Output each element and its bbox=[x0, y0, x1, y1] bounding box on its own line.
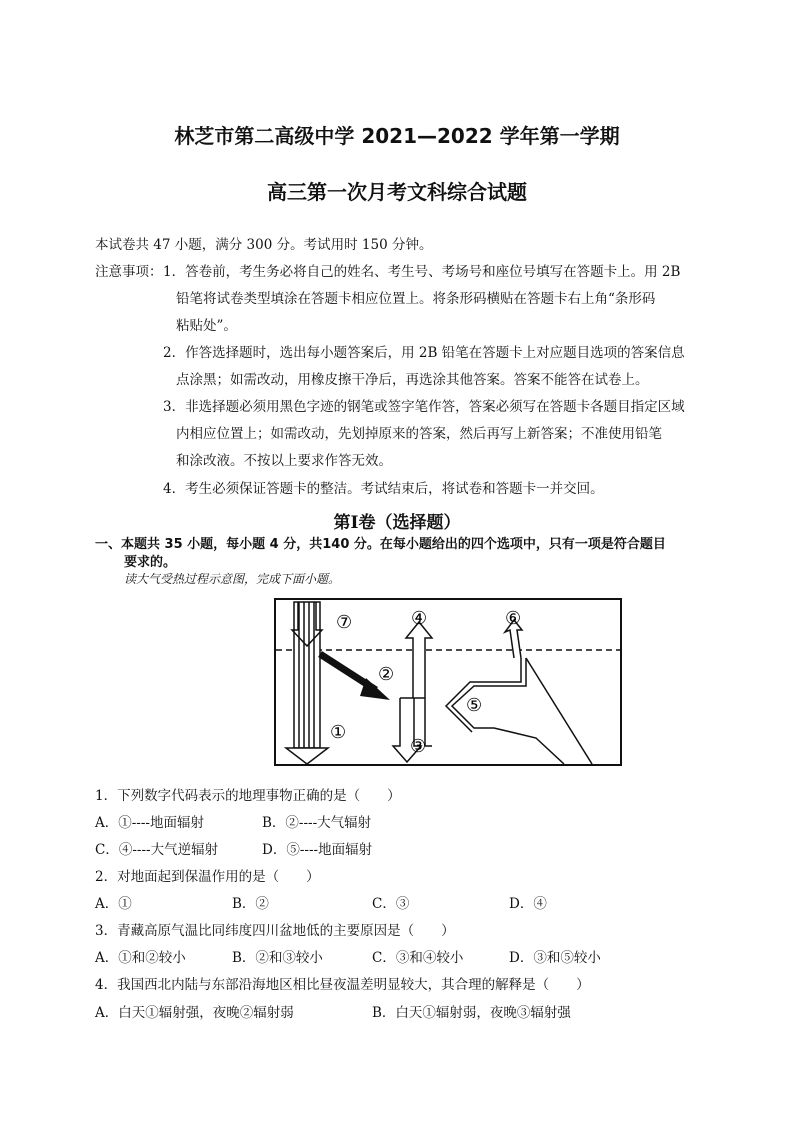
option-b: B．白天①辐射弱，夜晚③辐射强 bbox=[372, 1005, 571, 1021]
option-c: C．④----大气逆辐射 bbox=[95, 842, 219, 858]
part1-instruction: 读大气受热过程示意图，完成下面小题。 bbox=[124, 572, 341, 586]
note-3-line-2: 内相应位置上；如需改动，先划掉原来的答案，然后再写上新答案；不准使用铅笔 bbox=[176, 426, 662, 442]
note-1-line-3: 粘贴处”。 bbox=[176, 318, 237, 334]
option-d: D．③和⑤较小 bbox=[509, 950, 601, 966]
question-stem: 2．对地面起到保温作用的是（ ） bbox=[95, 869, 320, 885]
option-b: B．②----大气辐射 bbox=[262, 815, 372, 831]
label-4: ④ bbox=[411, 608, 428, 629]
option-b: B．②和③较小 bbox=[232, 950, 323, 966]
note-2-line-1: 2．作答选择题时，选出每小题答案后，用 2B 铅笔在答题卡上对应题目选项的答案信息 bbox=[163, 345, 685, 361]
question-stem: 1．下列数字代码表示的地理事物正确的是（ ） bbox=[95, 788, 401, 804]
note-1-line-2: 铅笔将试卷类型填涂在答题卡相应位置上。将条形码横贴在答题卡右上角“条形码 bbox=[176, 291, 656, 307]
part1-heading-line1: 一、本题共 35 小题，每小题 4 分，共140 分。在每小题给出的四个选项中，只有一项是符合题目 bbox=[95, 537, 666, 552]
label-3: ③ bbox=[410, 736, 427, 757]
option-a: A．①----地面辐射 bbox=[95, 815, 204, 831]
diagram-frame bbox=[275, 599, 621, 765]
note-3-line-3: 和涂改液。不按以上要求作答无效。 bbox=[176, 453, 392, 469]
note-4-line-1: 4．考生必须保证答题卡的整洁。考试结束后，将试卷和答题卡一并交回。 bbox=[163, 481, 604, 497]
label-5: ⑤ bbox=[466, 695, 483, 716]
note-3-line-1: 3．非选择题必须用黑色字迹的钢笔或签字笔作答，答案必须写在答题卡各题目指定区域 bbox=[163, 399, 685, 415]
option-c: C．③和④较小 bbox=[372, 950, 464, 966]
option-d: D．④ bbox=[509, 896, 547, 912]
note-2-line-2: 点涂黑；如需改动，用橡皮擦干净后，再选涂其他答案。答案不能答在试卷上。 bbox=[176, 372, 649, 388]
label-1: ① bbox=[330, 722, 347, 743]
option-a: A．白天①辐射强，夜晚②辐射弱 bbox=[95, 1005, 294, 1021]
label-2: ② bbox=[378, 664, 395, 685]
option-b: B．② bbox=[232, 896, 269, 912]
atmosphere-heating-diagram bbox=[274, 598, 622, 768]
part1-heading-line2: 要求的。 bbox=[124, 555, 177, 570]
question-stem: 4．我国西北内陆与东部沿海地区相比昼夜温差明显较大，其合理的解释是（ ） bbox=[95, 977, 590, 993]
label-6: ⑥ bbox=[505, 608, 522, 629]
option-a: A．① bbox=[95, 896, 132, 912]
note-1-line-1: 1．答卷前，考生务必将自己的姓名、考生号、考场号和座位号填写在答题卡上。用 2B bbox=[163, 264, 681, 280]
option-d: D．⑤----地面辐射 bbox=[262, 842, 373, 858]
exam-intro: 本试卷共 47 小题，满分 300 分。考试用时 150 分钟。 bbox=[95, 237, 433, 253]
notes-label: 注意事项： bbox=[95, 264, 163, 280]
question-stem: 3．青藏高原气温比同纬度四川盆地低的主要原因是（ ） bbox=[95, 923, 455, 939]
option-a: A．①和②较小 bbox=[95, 950, 186, 966]
exam-title-line2: 高三第一次月考文科综合试题 bbox=[267, 180, 527, 204]
label-7: ⑦ bbox=[336, 612, 353, 633]
option-c: C．③ bbox=[372, 896, 410, 912]
section-title: 第Ⅰ卷（选择题） bbox=[333, 513, 461, 533]
exam-title-line1: 林芝市第二高级中学 2021—2022 学年第一学期 bbox=[174, 124, 620, 148]
